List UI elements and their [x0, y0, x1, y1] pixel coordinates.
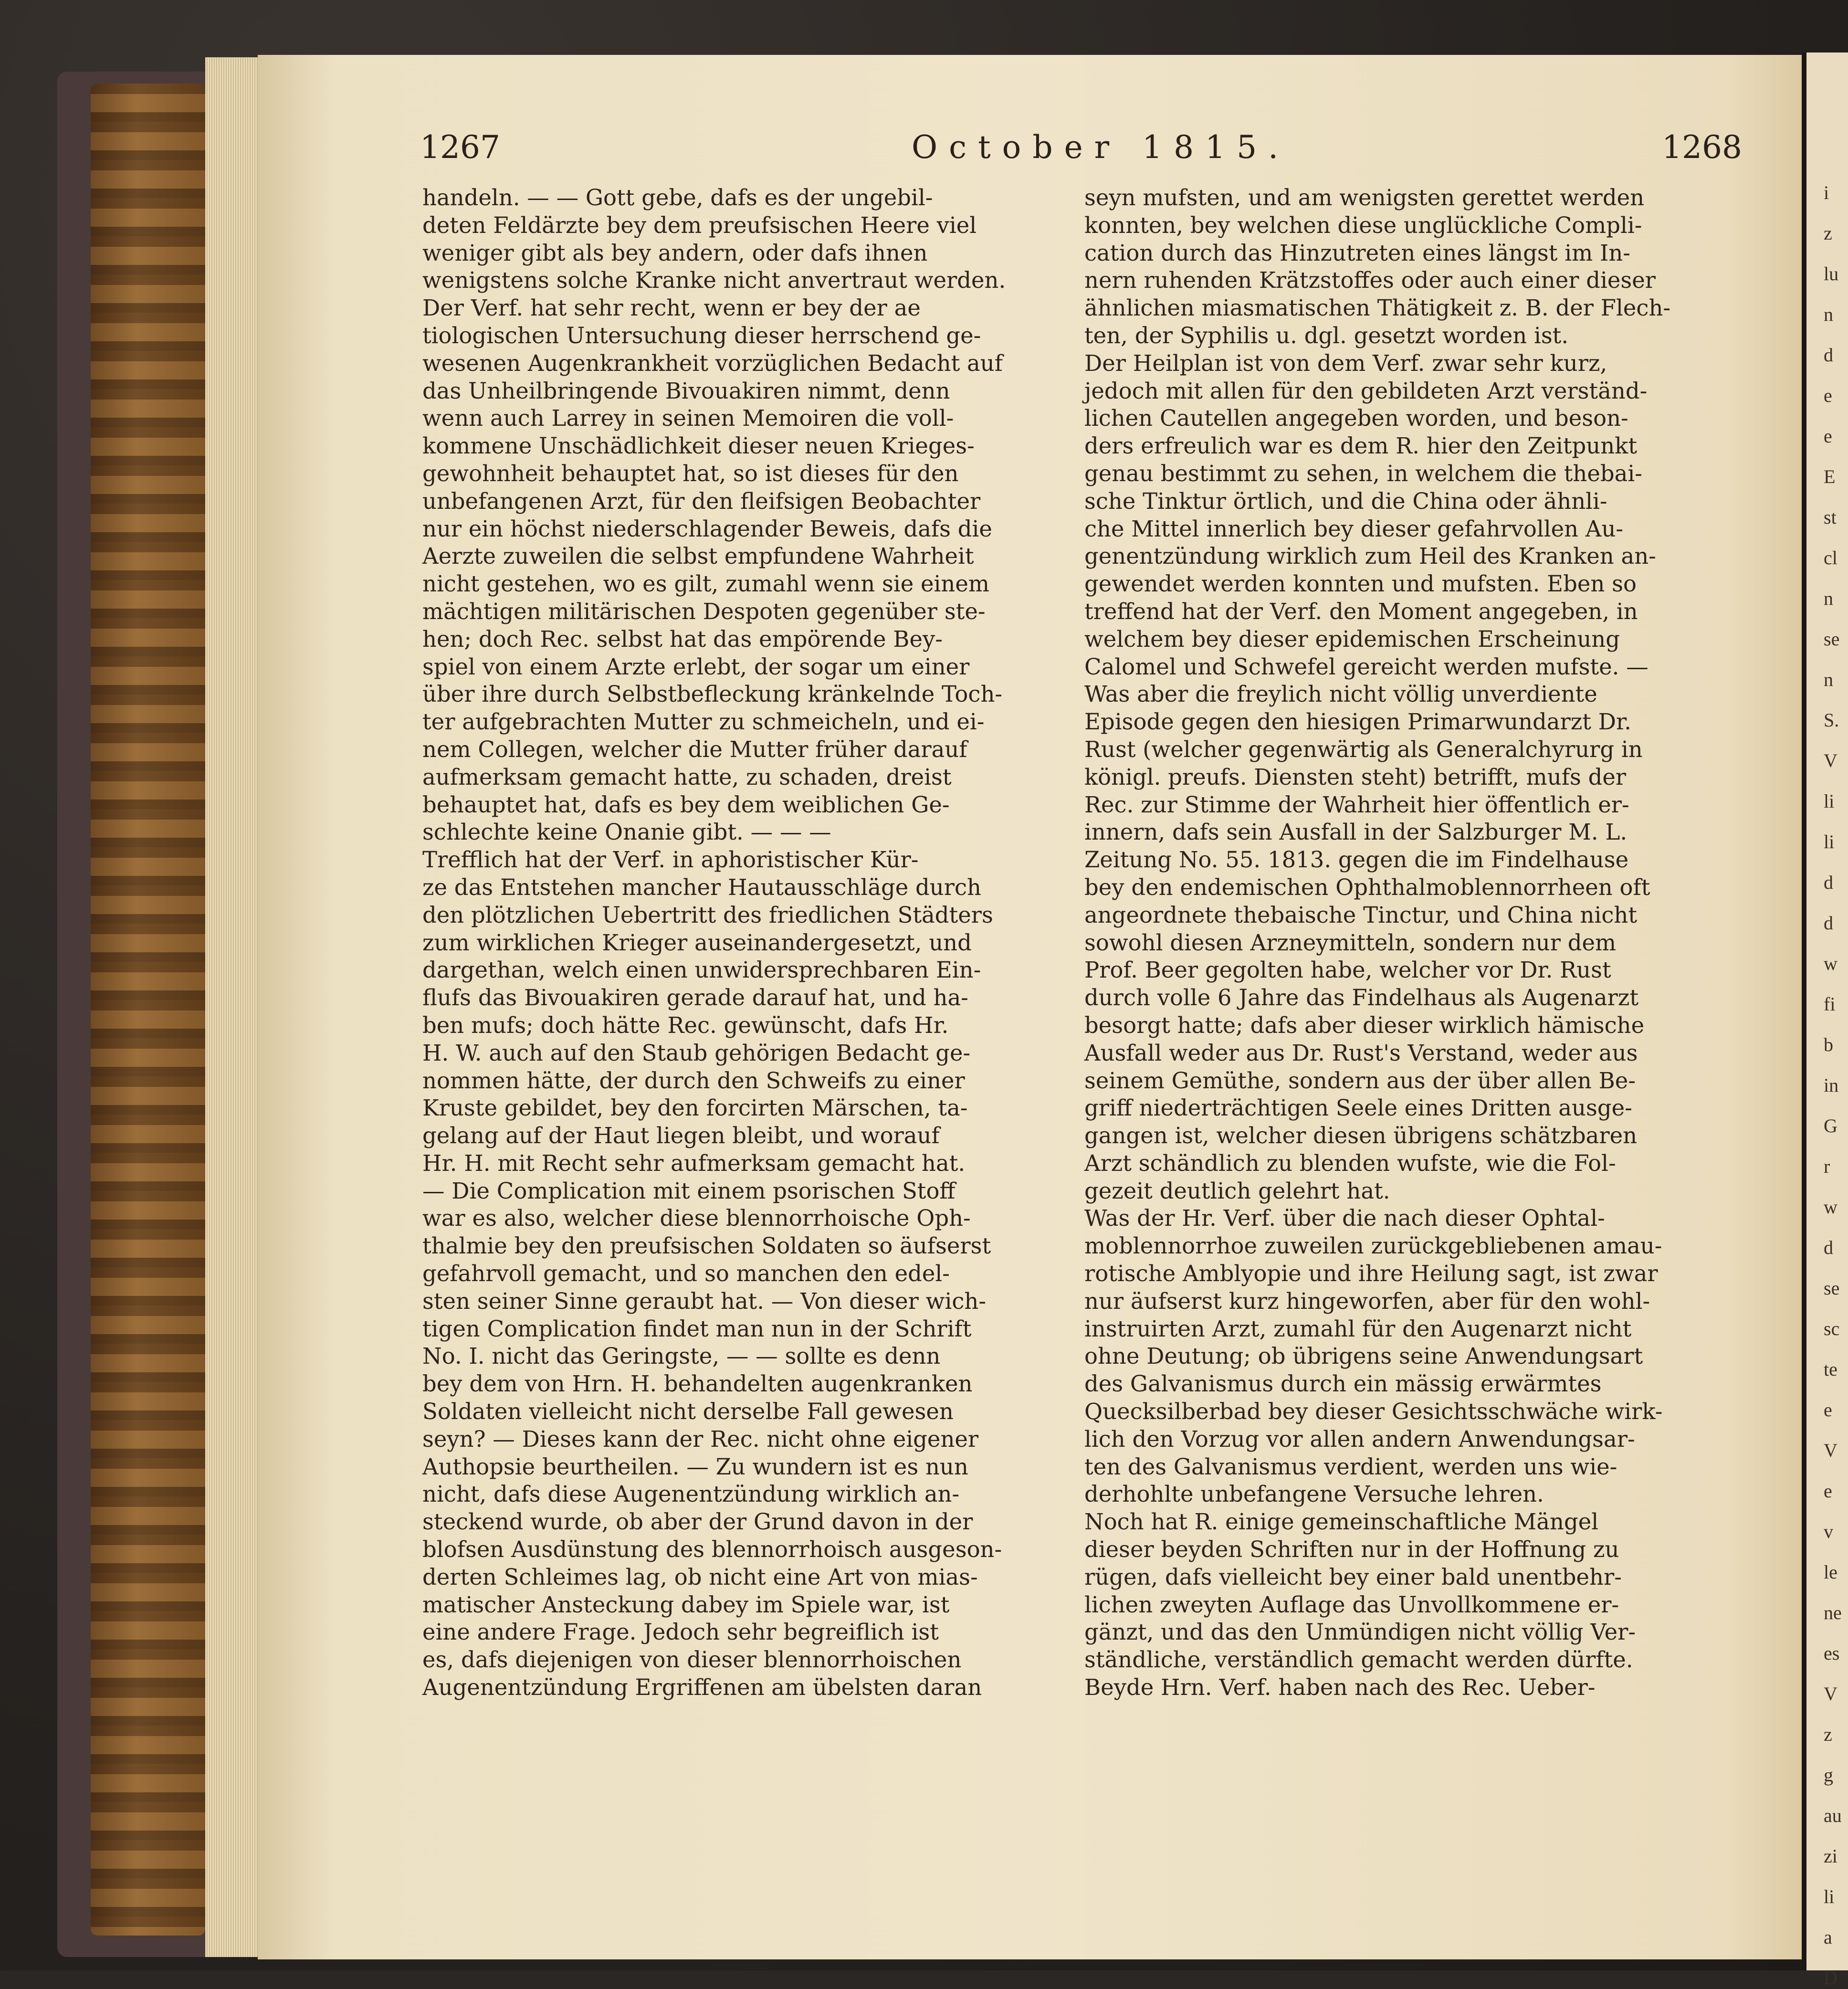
text-line: Kruste gebildet, bey den forcirten Märschen, ta- — [422, 1095, 968, 1121]
text-line: schlechte keine Onanie gibt. — — — — [422, 819, 831, 845]
text-line: Aerzte zuweilen die selbst empfundene Wahrheit — [422, 543, 974, 569]
text-line: zum wirklichen Krieger auseinandergesetzt, und — [422, 929, 972, 956]
edge-fragment: z — [1824, 1724, 1832, 1745]
edge-fragment: se — [1824, 1277, 1840, 1299]
text-line: Prof. Beer gegolten habe, welcher vor Dr. Rust — [1084, 957, 1611, 983]
text-line: treffend hat der Verf. den Moment angegeben, in — [1084, 598, 1638, 624]
edge-fragment: G — [1824, 1115, 1838, 1137]
edge-fragment: r — [1824, 1156, 1830, 1177]
edge-fragment: v — [1824, 1521, 1833, 1542]
text-line: — Die Complication mit einem psorischen Stoff — [422, 1178, 956, 1204]
text-line: nem Collegen, welcher die Mutter früher darauf — [422, 736, 967, 762]
text-line: eine andere Frage. Jedoch sehr begreiflich ist — [422, 1619, 939, 1645]
edge-fragment: te — [1824, 1358, 1838, 1380]
edge-fragment: li — [1824, 790, 1835, 812]
text-line: wenigstens solche Kranke nicht anvertraut werden. — [422, 267, 1006, 294]
text-line: des Galvanismus durch ein mässig erwärmtes — [1084, 1371, 1602, 1397]
edge-fragment: g — [1824, 1764, 1833, 1786]
text-line: Soldaten vielleicht nicht derselbe Fall gewesen — [422, 1399, 954, 1425]
text-line: Authopsie beurtheilen. — Zu wundern ist es nun — [422, 1453, 968, 1480]
text-line: besorgt hatte; dafs aber dieser wirklich hämische — [1084, 1012, 1645, 1038]
text-line: seyn mufsten, und am wenigsten gerettet werden — [1084, 185, 1645, 210]
text-line: steckend wurde, ob aber der Grund davon in der — [422, 1509, 973, 1535]
text-line: gelang auf der Haut liegen bleibt, und worauf — [422, 1123, 940, 1149]
text-line: thalmie bey den preufsischen Soldaten so äufserst — [422, 1233, 991, 1259]
text-line: ten des Galvanismus verdient, werden uns wie- — [1084, 1453, 1617, 1480]
text-line: durch volle 6 Jahre das Findelhaus als Augenarzt — [1084, 985, 1639, 1011]
text-line: seyn? — Dieses kann der Rec. nicht ohne eigener — [422, 1426, 979, 1452]
text-line: welchem bey dieser epidemischen Erscheinung — [1084, 626, 1620, 652]
text-line: ähnlichen miasmatischen Thätigkeit z. B. der Flech- — [1084, 295, 1671, 321]
edge-fragment: d — [1824, 344, 1833, 366]
text-line: deten Feldärzte bey dem preufsischen Heere viel — [422, 212, 977, 238]
text-line: Ausfall weder aus Dr. Rust's Verstand, weder aus — [1084, 1040, 1638, 1066]
page-number-left: 1267 — [420, 129, 500, 166]
text-line: Arzt schändlich zu blenden wufste, wie die Fol- — [1084, 1150, 1616, 1176]
text-line: ter aufgebrachten Mutter zu schmeicheln, und ei- — [422, 709, 985, 735]
text-line: königl. preufs. Diensten steht) betrifft, mufs der — [1084, 764, 1627, 790]
text-line: sowohl diesen Arzneymitteln, sondern nur dem — [1084, 929, 1617, 956]
edge-fragment: n — [1824, 304, 1833, 325]
edge-fragment: V — [1824, 750, 1838, 771]
text-line: Was aber die freylich nicht völlig unverdiente — [1084, 681, 1597, 707]
edge-fragment: li — [1824, 1886, 1835, 1907]
left-text-column — [422, 184, 1062, 1702]
text-line: Trefflich hat der Verf. in aphoristischer Kür- — [422, 847, 919, 873]
edge-fragment: S. — [1824, 709, 1839, 731]
edge-fragment: z — [1824, 222, 1832, 244]
edge-fragment: se — [1824, 628, 1840, 650]
text-line: Der Verf. hat sehr recht, wenn er bey der ae — [422, 295, 921, 321]
text-line: Was der Hr. Verf. über die nach dieser Ophtal- — [1084, 1205, 1605, 1231]
text-line: Beyde Hrn. Verf. haben nach des Rec. Ueber- — [1084, 1674, 1596, 1701]
text-line: gewendet werden konnten und mufsten. Eben so — [1084, 571, 1637, 597]
text-line: behauptet hat, dafs es bey dem weiblichen Ge- — [422, 791, 950, 818]
text-line: aufmerksam gemacht hatte, zu schaden, dreist — [422, 764, 952, 790]
edge-fragment: e — [1824, 385, 1832, 406]
text-line: Rec. zur Stimme der Wahrheit hier öffentlich er- — [1084, 791, 1629, 818]
edge-fragment: n — [1824, 588, 1833, 609]
book-page-edge-marbled — [91, 84, 205, 1936]
text-line: gezeit deutlich gelehrt hat. — [1084, 1178, 1390, 1204]
text-line: sche Tinktur örtlich, und die China oder ähnli- — [1084, 488, 1607, 514]
text-line: handeln. — — Gott gebe, dafs es der ungebil- — [422, 185, 933, 210]
edge-fragment: E — [1824, 466, 1836, 487]
edge-fragment: a — [1824, 1926, 1832, 1948]
text-line: ben mufs; doch hätte Rec. gewünscht, dafs Hr. — [422, 1012, 949, 1038]
text-line: Calomel und Schwefel gereicht werden mufste. — — [1084, 653, 1648, 680]
text-line: ständliche, verständlich gemacht werden dürfte. — [1084, 1647, 1633, 1673]
edge-fragment: n — [1824, 669, 1833, 690]
text-line: Noch hat R. einige gemeinschaftliche Mängel — [1084, 1509, 1599, 1535]
text-line: ze das Entstehen mancher Hautausschläge durch — [422, 874, 981, 900]
text-line: lichen Cautellen angegeben worden, und beson- — [1084, 405, 1628, 431]
edge-fragment: ne — [1824, 1602, 1842, 1623]
text-line: nern ruhenden Krätzstoffes oder auch einer dieser — [1084, 267, 1656, 294]
edge-fragment: au — [1824, 1805, 1842, 1826]
text-line: bey den endemischen Ophthalmoblennorrheen oft — [1084, 874, 1650, 900]
text-line: lich den Vorzug vor allen andern Anwendungsar- — [1084, 1426, 1635, 1452]
text-line: blofsen Ausdünstung des blennorrhoisch ausgeson- — [422, 1536, 1002, 1563]
text-line: che Mittel innerlich bey dieser gefahrvollen Au- — [1084, 516, 1624, 542]
text-line: cation durch das Hinzutreten eines längst im In- — [1084, 240, 1630, 266]
text-line: weniger gibt als bey andern, oder dafs ihnen — [422, 240, 928, 266]
text-line: derten Schleimes lag, ob nicht eine Art von mias- — [422, 1564, 978, 1590]
edge-fragment: le — [1824, 1561, 1838, 1583]
running-head: October 1815. — [912, 129, 1290, 166]
text-line: Zeitung No. 55. 1813. gegen die im Findelhause — [1084, 847, 1629, 873]
text-line: dargethan, welch einen unwidersprechbaren Ein- — [422, 957, 981, 983]
text-line: seinem Gemüthe, sondern aus der über allen Be- — [1084, 1067, 1636, 1094]
text-line: nicht, dafs diese Augenentzündung wirklich an- — [422, 1481, 960, 1507]
text-line: No. I. nicht das Geringste, — — sollte es denn — [422, 1343, 941, 1369]
edge-fragment: d — [1824, 872, 1833, 893]
text-line: instruirten Arzt, zumahl für den Augenarzt nicht — [1084, 1315, 1632, 1342]
edge-fragment: sc — [1824, 1318, 1840, 1339]
right-text-column — [1084, 184, 1724, 1702]
edge-fragment: e — [1824, 1480, 1832, 1502]
page-number-right: 1268 — [1662, 129, 1742, 166]
text-line: ohne Deutung; ob übrigens seine Anwendungsart — [1084, 1343, 1643, 1369]
text-line: Augenentzündung Ergriffenen am übelsten daran — [422, 1674, 982, 1701]
text-line: Der Heilplan ist von dem Verf. zwar sehr kurz, — [1084, 350, 1607, 376]
text-line: Hr. H. mit Recht sehr aufmerksam gemacht hat. — [422, 1150, 966, 1176]
edge-fragment: in — [1824, 1074, 1839, 1096]
text-line: gangen ist, welcher diesen übrigens schätzbaren — [1084, 1123, 1638, 1149]
text-line: flufs das Bivouakiren gerade darauf hat, und ha- — [422, 985, 968, 1011]
text-line: Episode gegen den hiesigen Primarwundarzt Dr. — [1084, 709, 1631, 735]
text-line: wesenen Augenkrankheit vorzüglichen Bedacht auf — [422, 350, 1003, 376]
edge-fragment: w — [1824, 1196, 1838, 1218]
text-line: wenn auch Larrey in seinen Memoiren die voll- — [422, 405, 954, 431]
text-line: ders erfreulich war es dem R. hier den Zeitpunkt — [1084, 433, 1638, 459]
text-line: es, dafs diejenigen von dieser blennorrhoischen — [422, 1647, 962, 1673]
edge-fragment: i — [1824, 182, 1829, 203]
text-line: Rust (welcher gegenwärtig als Generalchyrurg in — [1084, 736, 1643, 762]
text-line: gefahrvoll gemacht, und so manchen den edel- — [422, 1261, 950, 1287]
next-page-edge — [1802, 53, 1848, 1989]
text-line: matischer Ansteckung dabey im Spiele war, ist — [422, 1591, 950, 1618]
text-line: mächtigen militärischen Despoten gegenüber ste- — [422, 598, 986, 624]
text-line: hen; doch Rec. selbst hat das empörende Bey- — [422, 626, 943, 652]
text-line: gewohnheit behauptet hat, so ist dieses für den — [422, 460, 959, 486]
text-line: ten, der Syphilis u. dgl. gesetzt worden ist. — [1084, 322, 1569, 348]
text-line: Quecksilberbad bey dieser Gesichtsschwäche wirk- — [1084, 1399, 1663, 1425]
edge-fragment: e — [1824, 1399, 1832, 1421]
text-line: lichen zweyten Auflage das Unvollkommene er- — [1084, 1591, 1619, 1618]
text-line: unbefangenen Arzt, für den fleifsigen Beobachter — [422, 488, 981, 514]
edge-fragment: d — [1824, 912, 1833, 934]
text-line: über ihre durch Selbstbefleckung kränkelnde Toch- — [422, 681, 1003, 707]
text-line: war es also, welcher diese blennorrhoische Oph- — [422, 1205, 971, 1231]
text-line: griff niederträchtigen Seele eines Dritten ausge- — [1084, 1095, 1632, 1121]
edge-fragment: V — [1824, 1440, 1838, 1461]
text-line: rügen, dafs vielleicht bey einer bald unentbehr- — [1084, 1564, 1622, 1590]
text-line: derhohlte unbefangene Versuche lehren. — [1084, 1481, 1544, 1507]
edge-fragment: li — [1824, 831, 1835, 852]
text-line: genentzündung wirklich zum Heil des Kranken an- — [1084, 543, 1656, 569]
edge-fragment: V — [1824, 1683, 1838, 1705]
edge-fragment: lu — [1824, 263, 1839, 284]
text-line: das Unheilbringende Bivouakiren nimmt, denn — [422, 378, 950, 404]
text-line: spiel von einem Arzte erlebt, der sogar um einer — [422, 653, 970, 680]
text-line: rotische Amblyopie und ihre Heilung sagt, ist zwar — [1084, 1261, 1658, 1287]
edge-fragment: zi — [1824, 1845, 1838, 1867]
text-line: innern, dafs sein Ausfall in der Salzburger M. L. — [1084, 819, 1628, 845]
text-line: dieser beyden Schriften nur in der Hoffnung zu — [1084, 1536, 1619, 1563]
edge-fragment: fi — [1824, 993, 1836, 1015]
text-line: sten seiner Sinne geraubt hat. — Von dieser wich- — [422, 1288, 987, 1314]
text-line: kommene Unschädlichkeit dieser neuen Krieges- — [422, 433, 975, 459]
text-line: angeordnete thebaische Tinctur, und China nicht — [1084, 902, 1638, 928]
page-header — [420, 129, 1742, 172]
edge-fragment: cl — [1824, 547, 1838, 568]
edge-fragment: b — [1824, 1034, 1833, 1055]
text-line: bey dem von Hrn. H. behandelten augenkranken — [422, 1371, 973, 1397]
text-line: jedoch mit allen für den gebildeten Arzt verständ- — [1084, 378, 1648, 404]
edge-fragment: d — [1824, 1237, 1833, 1258]
text-line: genau bestimmt zu sehen, in welchem die thebai- — [1084, 460, 1642, 486]
edge-fragment: D — [1824, 1967, 1838, 1989]
text-line: H. W. auch auf den Staub gehörigen Bedacht ge- — [422, 1040, 971, 1066]
text-line: nicht gestehen, wo es gilt, zumahl wenn sie einem — [422, 571, 989, 597]
edge-fragment: e — [1824, 425, 1832, 447]
text-line: konnten, bey welchen diese unglückliche Compli- — [1084, 212, 1642, 238]
text-line: moblennorrhoe zuweilen zurückgebliebenen amau- — [1084, 1233, 1662, 1259]
edge-fragment: es — [1824, 1642, 1840, 1664]
text-line: tigen Complication findet man nun in der Schrift — [422, 1315, 972, 1342]
text-line: gänzt, und das den Unmündigen nicht völlig Ver- — [1084, 1619, 1636, 1645]
text-line: nommen hätte, der durch den Schweifs zu einer — [422, 1067, 965, 1094]
text-line: tiologischen Untersuchung dieser herrschend ge- — [422, 322, 981, 348]
text-line: den plötzlichen Uebertritt des friedlichen Städters — [422, 902, 993, 928]
edge-fragment: st — [1824, 506, 1837, 528]
text-line: nur äufserst kurz hingeworfen, aber für den wohl- — [1084, 1288, 1650, 1314]
text-line: nur ein höchst niederschlagender Beweis, dafs die — [422, 516, 992, 542]
edge-fragment: w — [1824, 953, 1838, 974]
